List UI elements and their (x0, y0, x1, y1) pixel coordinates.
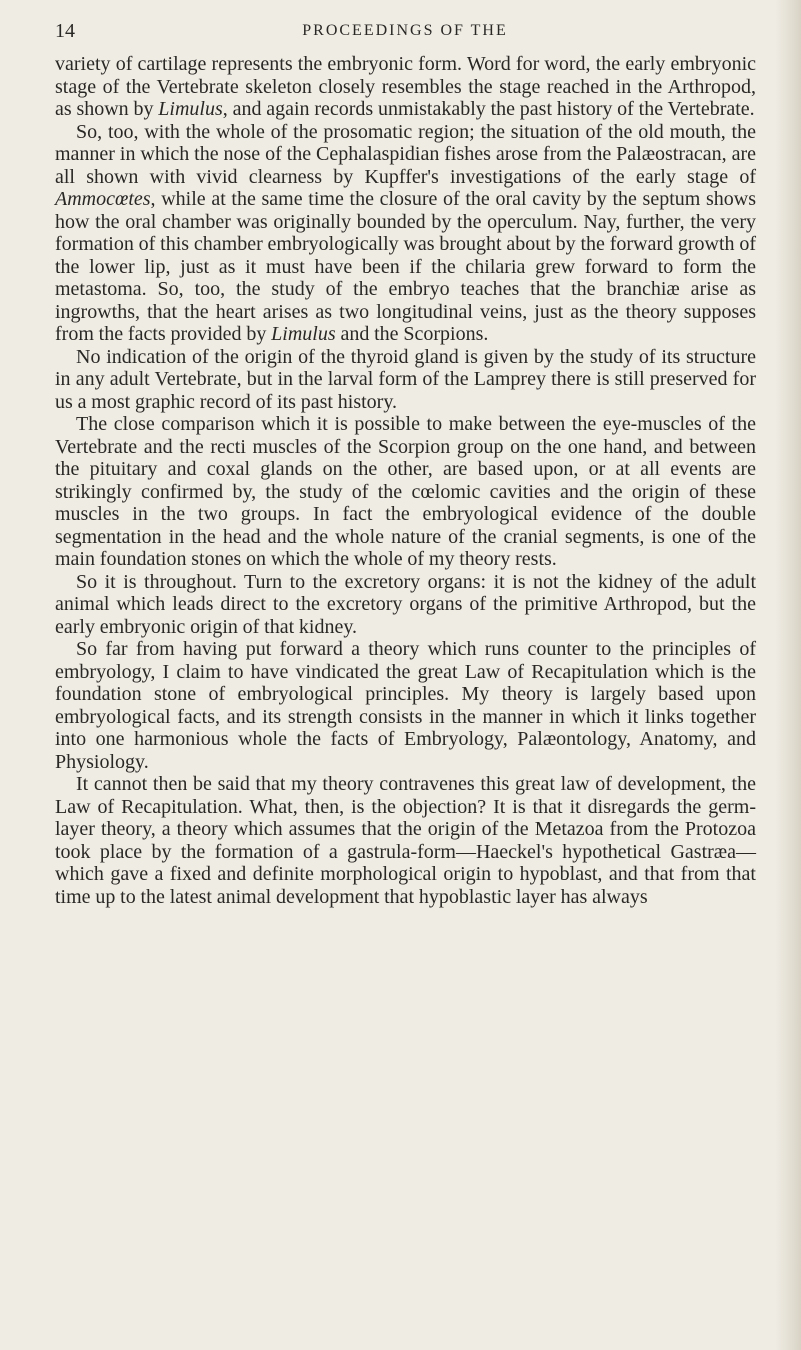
paragraph-1-text: , and again records unmistakably the past history of the Vertebrate. (222, 98, 755, 120)
paragraph-1-text: variety of cartilage represents the embryonic form. Word for word, the early embryonic stage of the Vertebrate skeleton closely resembles the stage reached in the Arthropod, as shown by (55, 53, 756, 120)
paragraph-7-text: It cannot then be said that my theory contravenes this great law of development, the Law of Recapitulation. What, then, is the objection? It is that it disregards the germ-layer theory, a theory which assumes that the origin of the Metazoa from the Protozoa took place by the formation of a gastrula-form—Haeckel's hypothetical Gastræa—which gave a fixed and definite morphological origin to hypoblast, and that from that time up to the latest animal development that hypoblastic layer has always (55, 773, 756, 908)
page-fold-shadow (775, 0, 801, 1350)
paragraph-5 (55, 571, 756, 639)
paragraph-2-text: and the Scorpions. (335, 323, 489, 345)
genus-name: Ammocœtes (55, 188, 151, 210)
genus-name: Limulus (271, 323, 336, 345)
paragraph-6-text: So far from having put forward a theory which runs counter to the principles of embryology, I claim to have vindicated the great Law of Recapitulation which is the foundation stone of embryological principles. My theory is largely based upon embryological facts, and its strength consists in the manner in which it links together into one harmonious whole the facts of Embryology, Palæontology, Anatomy, and Physiology. (55, 638, 756, 773)
paragraph-3 (55, 346, 756, 414)
genus-name: Limulus (158, 98, 223, 120)
paragraph-4-text: The close comparison which it is possible to make between the eye-muscles of the Vertebrate and the recti muscles of the Scorpion group on the one hand, and between the pituitary and coxal glands on the other, are based upon, or at all events are strikingly confirmed by, the study of the cœlomic cavities and the origin of these muscles in the two groups. In fact the embryological evidence of the double segmentation in the head and the whole nature of the cranial segments, is one of the main foundation stones on which the whole of my theory rests. (55, 413, 756, 570)
paragraph-2 (55, 121, 756, 346)
paragraph-7 (55, 773, 756, 908)
body-text (55, 53, 756, 908)
paragraph-2-text: , while at the same time the closure of the oral cavity by the septum shows how the oral chamber was originally bounded by the operculum. Nay, further, the very formation of this chamber embryologically was brought about by the forward growth of the lower lip, just as it must have been if the chilaria grew forward to form the metastoma. So, too, the study of the embryo teaches that the branchiæ arise as ingrowths, that the heart arises as two longitudinal veins, just as the theory supposes from the facts provided by (55, 188, 756, 345)
paragraph-2-text: So, too, with the whole of the prosomatic region; the situation of the old mouth, the manner in which the nose of the Cephalaspidian fishes arose from the Palæostracan, are all shown with vivid clearness by Kupffer's investigations of the early stage of (55, 120, 756, 188)
paragraph-5-text: So it is throughout. Turn to the excretory organs: it is not the kidney of the adult animal which leads direct to the excretory organs of the primitive Arthropod, but the early embryonic origin of that kidney. (55, 570, 756, 638)
paragraph-6 (55, 638, 756, 773)
paragraph-4 (55, 413, 756, 571)
running-head (55, 15, 755, 47)
paragraph-3-text: No indication of the origin of the thyroid gland is given by the study of its structure in any adult Vertebrate, but in the larval form of the Lamprey there is still preserved for us a most graphic record of its past history. (55, 345, 756, 413)
page-number: 14 (55, 20, 75, 42)
paragraph-1 (55, 53, 756, 121)
running-head-title: PROCEEDINGS OF THE (302, 22, 508, 39)
